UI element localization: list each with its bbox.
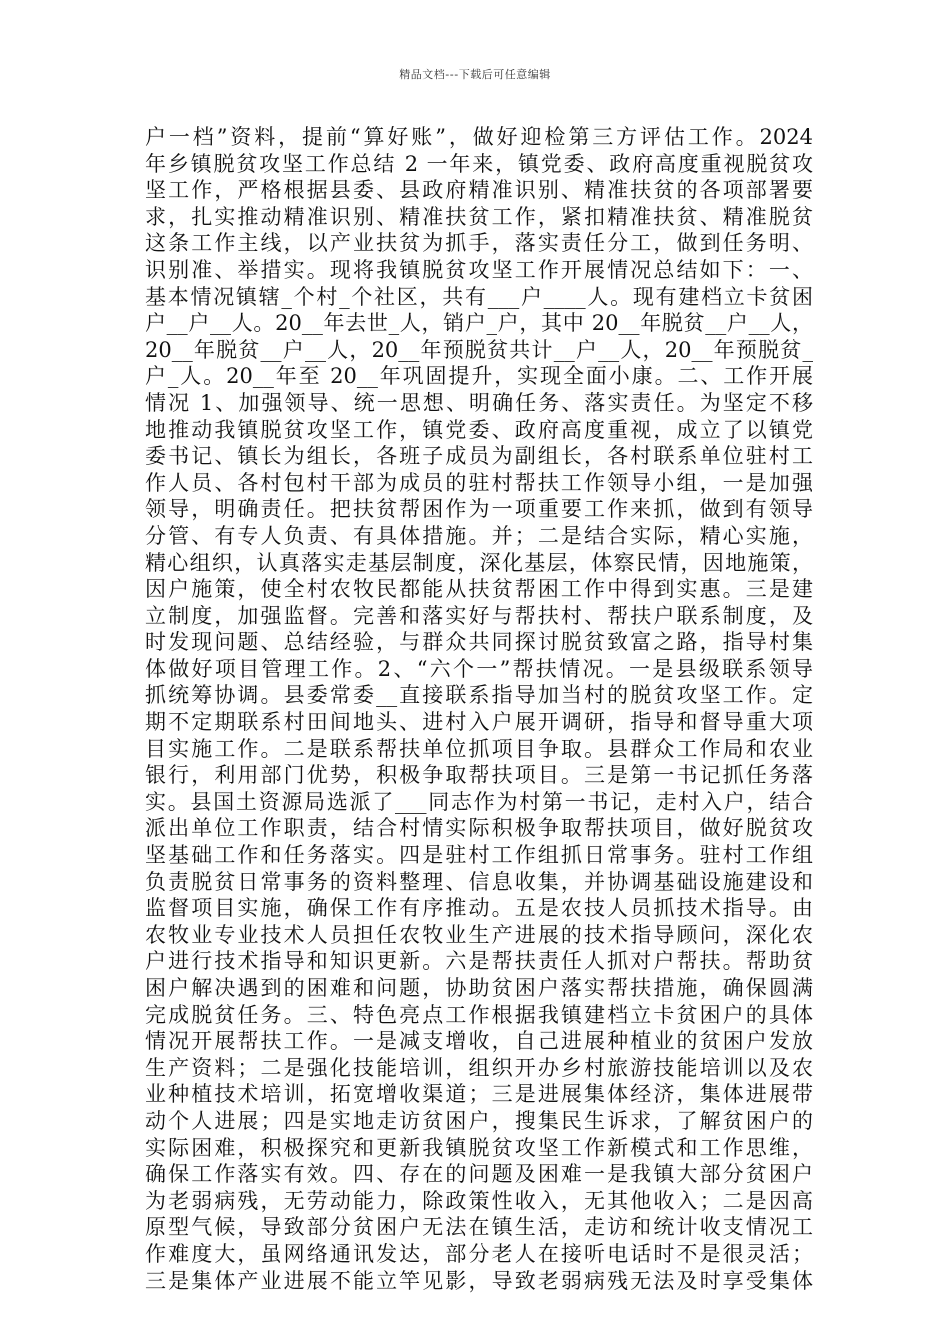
body-line: 立制度，加强监督。完善和落实好与帮扶村、帮扶户联系制度，及 (145, 603, 813, 628)
body-line: 动个人进展；四是实地走访贫困户，搜集民生诉求，了解贫困户的 (145, 1108, 813, 1133)
body-line: 困户解决遇到的困难和问题，协助贫困户落实帮扶措施，确保圆满 (145, 976, 813, 1000)
body-line: 抓统筹协调。县委常委__直接联系指导加当村的脱贫攻坚工作。定 (145, 683, 813, 708)
body-line: 为老弱病残，无劳动能力，除政策性收入，无其他收入；二是因高 (145, 1188, 813, 1213)
body-line: 精心组织，认真落实走基层制度，深化基层，体察民情，因地施策， (145, 550, 813, 575)
body-line: 银行，利用部门优势，积极争取帮扶项目。三是第一书记抓任务落 (145, 763, 813, 788)
body-line: 识别准、举措实。现将我镇脱贫攻坚工作开展情况总结如下：一、 (145, 257, 813, 282)
body-line: 地推动我镇脱贫攻坚工作，镇党委、政府高度重视，成立了以镇党 (145, 417, 813, 442)
body-line: 分管、有专人负责、有具体措施。并；二是结合实际，精心实施， (145, 523, 813, 548)
body-line: 负责脱贫日常事务的资料整理、信息收集，并协调基础设施建设和 (145, 869, 813, 894)
body-line: 户一档”资料，提前“算好账”，做好迎检第三方评估工作。2024 (145, 125, 813, 149)
body-line: 农牧业专业技术人员担任农牧业生产进展的技术指导顾问，深化农 (145, 922, 813, 947)
body-line: 情况 1、加强领导、统一思想、明确任务、落实责任。为坚定不移 (145, 390, 813, 415)
body-line: 原型气候，导致部分贫困户无法在镇生活，走访和统计收支情况工 (145, 1215, 813, 1240)
body-line: 时发现问题、总结经验，与群众共同探讨脱贫致富之路，指导村集 (145, 630, 813, 655)
body-line: 作人员、各村包村干部为成员的驻村帮扶工作领导小组，一是加强 (145, 470, 813, 495)
body-line: 这条工作主线，以产业扶贫为抓手，落实责任分工，做到任务明、 (145, 231, 813, 256)
body-line: 监督项目实施，确保工作有序推动。五是农技人员抓技术指导。由 (145, 896, 813, 921)
body-line: 坚基础工作和任务落实。四是驻村工作组抓日常事务。驻村工作组 (145, 843, 813, 868)
body-line: 体做好项目管理工作。2、“六个一”帮扶情况。一是县级联系领导 (145, 656, 813, 681)
document-body (145, 124, 813, 1294)
body-line: 情况开展帮扶工作。一是减支增收，自己进展种植业的贫困户发放 (145, 1029, 813, 1054)
body-line: 确保工作落实有效。四、存在的问题及困难一是我镇大部分贫困户 (145, 1162, 813, 1187)
body-line: 坚工作，严格根据县委、县政府精准识别、精准扶贫的各项部署要 (145, 178, 813, 203)
body-line: 户_人。20__年至 20__年巩固提升，实现全面小康。二、工作开展 (145, 364, 813, 389)
body-line: 完成脱贫任务。三、特色亮点工作根据我镇建档立卡贫困户的具体 (145, 1002, 813, 1027)
body-line: 期不定期联系村田间地头、进村入户展开调研，指导和督导重大项 (145, 710, 813, 735)
body-line: 委书记、镇长为组长，各班子成员为副组长，各村联系单位驻村工 (145, 444, 813, 469)
body-line: 基本情况镇辖_个村_个社区，共有___户____人。现有建档立卡贫困 (145, 284, 813, 309)
body-line: 户__户__人。20__年去世_人，销户_户，其中 20__年脱贫__户__人， (145, 311, 813, 336)
body-line: 年乡镇脱贫攻坚工作总结 2 一年来，镇党委、政府高度重视脱贫攻 (145, 151, 813, 176)
body-line: 户进行技术指导和知识更新。六是帮扶责任人抓对户帮扶。帮助贫 (145, 949, 813, 974)
body-line: 生产资料；二是强化技能培训，组织开办乡村旅游技能培训以及农 (145, 1055, 813, 1080)
body-line: 领导，明确责任。把扶贫帮困作为一项重要工作来抓，做到有领导 (145, 497, 813, 522)
body-line: 20__年脱贫__户__人，20__年预脱贫共计__户__人，20__年预脱贫_ (145, 337, 813, 362)
body-line: 作难度大，虽网络通讯发达，部分老人在接听电话时不是很灵活； (145, 1241, 813, 1266)
body-line: 求，扎实推动精准识别、精准扶贫工作，紧扣精准扶贫、精准脱贫 (145, 204, 813, 229)
body-line: 实。县国土资源局选派了___同志作为村第一书记，走村入户，结合 (145, 789, 813, 814)
body-line: 派出单位工作职责，结合村情实际积极争取帮扶项目，做好脱贫攻 (145, 816, 813, 841)
body-line: 业种植技术培训，拓宽增收渠道；三是进展集体经济，集体进展带 (145, 1082, 813, 1107)
page-header: 精品文档---下载后可任意编辑 (399, 68, 551, 81)
body-line: 因户施策，使全村农牧民都能从扶贫帮困工作中得到实惠。三是建 (145, 577, 813, 602)
body-line: 实际困难，积极探究和更新我镇脱贫攻坚工作新模式和工作思维， (145, 1135, 813, 1160)
body-line: 目实施工作。二是联系帮扶单位抓项目争取。县群众工作局和农业 (145, 736, 813, 761)
body-line: 三是集体产业进展不能立竿见影，导致老弱病残无法及时享受集体 (145, 1268, 813, 1293)
